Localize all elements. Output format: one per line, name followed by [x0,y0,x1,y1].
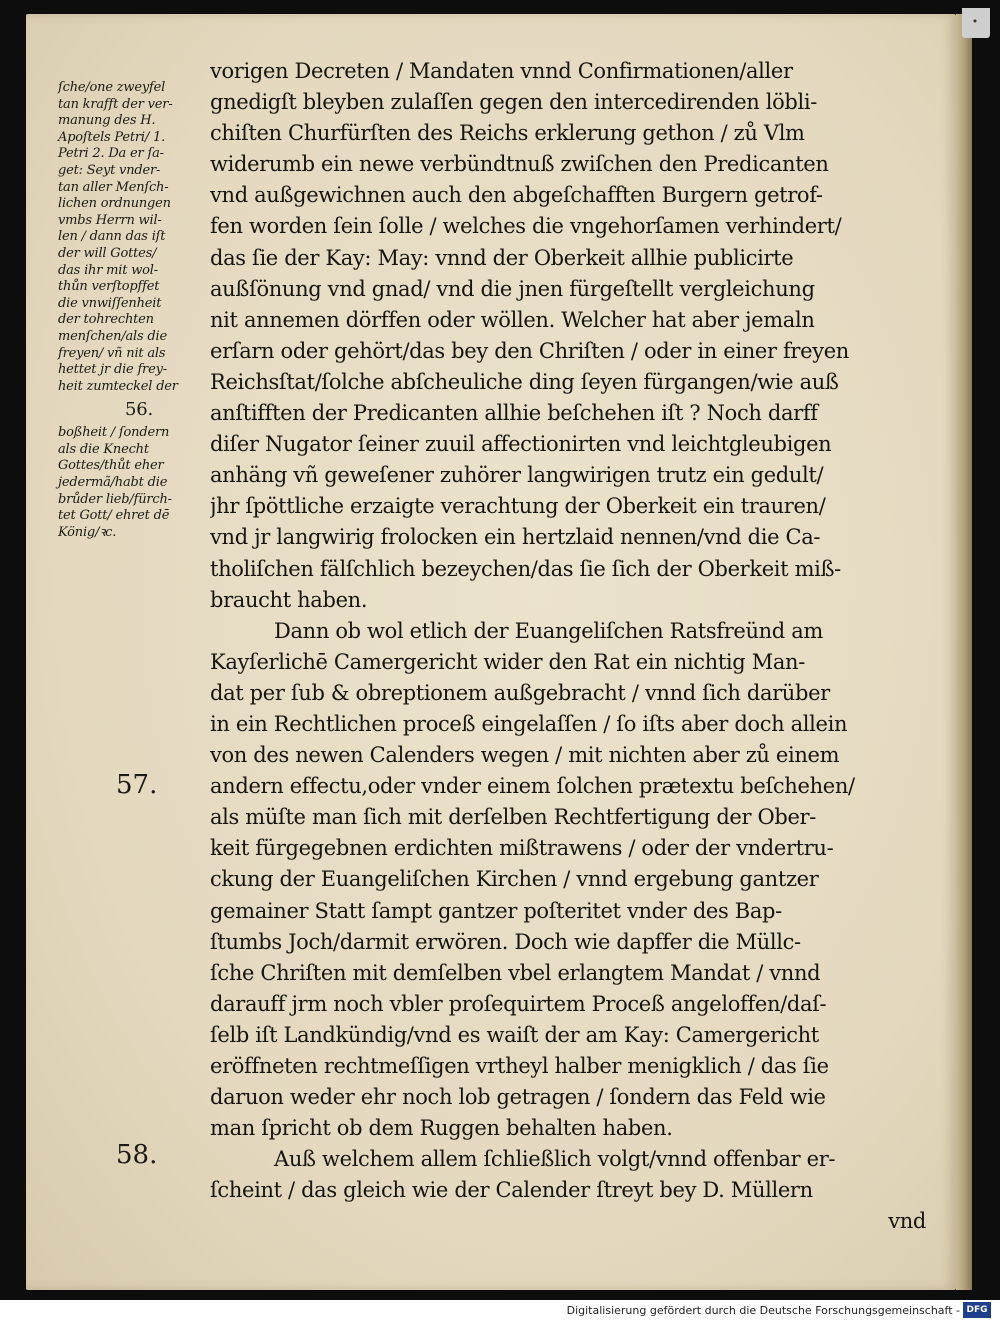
margin-note-line: lichen ordnungen [58,196,171,212]
text-line: vnd außgewichnen auch den abgeſchafften Burgern getrof- [210,183,823,208]
text-line: erſarn oder gehört/das bey den Chriſten / oder in einer freyen [210,338,849,363]
text-line: andern effectu,oder vnder einem ſolchen prætextu beſchehen/ [210,774,855,799]
text-line: Auß welchem allem ſchließlich volgt/vnnd offenbar er- [274,1147,836,1172]
text-line: braucht haben. [210,587,368,612]
text-line: jhr ſpöttliche erzaigte verachtung der Oberkeit ein trauren/ [210,494,826,519]
margin-note-number: 56. [124,399,154,421]
margin-note-line: hettet jr die frey- [58,362,167,378]
text-line: gemainer Statt ſampt gantzer poſteritet vnder des Bap- [210,898,782,923]
text-line: nit annemen dörffen oder wöllen. Welcher hat aber jemaln [210,307,815,332]
margin-note-line: Gottes/thůt eher [58,458,164,474]
text-line: darauff jrm noch vbler proſequirtem Proceß angeloffen/daſ- [210,991,827,1016]
text-line: chiſten Churfürſten des Reichs erklerung gethon / zů Vlm [210,121,805,146]
text-line: Dann ob wol etlich der Euangeliſchen Ratsfreünd am [274,618,823,643]
text-line: Kayſerlichē Camergericht wider den Rat ein nichtig Man- [210,649,805,674]
catchword: vnd [888,1209,926,1234]
footer-bar [0,1300,1000,1322]
margin-note-line: der tohrechten [58,312,154,328]
text-line: anhäng vñ geweſener zuhörer langwirigen trutz ein gedult/ [210,463,824,488]
text-line: außſönung vnd gnad/ vnd die jnen fürgeſtellt vergleichung [210,276,815,301]
main-text [210,56,926,1238]
text-line: anſtifften der Predicanten allhie beſchehen iſt ? Noch darff [210,401,818,426]
text-line: keit fürgegebnen erdichten mißtrawens / oder der vndertru- [210,836,834,861]
page-edge [956,14,972,1290]
margin-note-line: boßheit / ſondern [58,425,170,441]
paragraph-number: 57. [116,770,158,800]
paragraph-number: 58. [116,1140,158,1170]
text-line: ſtumbs Joch/darmit erwören. Doch wie dapffer die Müllc- [210,929,801,954]
text-line: man ſpricht ob dem Ruggen behalten haben. [210,1116,673,1141]
margin-note-line: tet Gott/ ehret dē [58,508,170,524]
margin-note-line: das ihr mit wol- [58,262,158,278]
margin-note-line: menſchen/als die [58,328,167,344]
text-line: eröffneten rechtmeſſigen vrtheyl halber menigklich / das ſie [210,1054,829,1078]
text-line: ſcheint / das gleich wie der Calender ſtreyt bey D. Müllern [210,1178,813,1203]
margin-note-line: vmbs Herrn wil- [58,212,162,228]
text-line: diſer Nugator ſeiner zuuil affectionirten vnd leichtgleubigen [210,432,832,457]
bookmark-tab-mark: • [971,15,979,28]
margin-note-line: Petri 2. Da er ſa- [58,146,164,162]
margin-note-line: König/ꝛc. [58,524,117,540]
margin-note-line: tan krafft der ver- [58,96,173,112]
text-line: dat per ſub & obreptionem außgebracht / vnnd ſich darüber [210,680,830,705]
margin-note-line: get: Seyt vnder- [58,162,161,178]
margin-note-line: brůder lieb/fürch- [58,491,172,507]
margin-note-line: tan aller Menſch- [58,179,169,195]
margin-note-line: die vnwiſſenheit [58,295,162,311]
text-line: in ein Rechtlichen proceß eingelaſſen / ſo iſts aber doch allein [210,711,848,736]
text-line: ckung der Euangeliſchen Kirchen / vnnd ergebung gantzer [210,867,819,892]
text-line: das ſie der Kay: May: vnnd der Oberkeit allhie publicirte [210,245,794,270]
text-line: ſelb iſt Landkündig/vnd es waiſt der am Kay: Camergericht [210,1022,819,1047]
text-line: als müſte man ſich mit derſelben Rechtfertigung der Ober- [210,805,816,830]
text-line: fen worden ſein ſolle / welches die vngehorſamen verhindert/ [210,214,842,239]
text-line: vnd jr langwirig frolocken ein hertzlaid nennen/vnd die Ca- [210,525,821,550]
text-line: daruon weder ehr noch lob getragen / ſondern das Feld wie [210,1085,826,1110]
text-line: widerumb ein newe verbündtnuß zwiſchen den Predicanten [210,152,829,177]
margin-note-line: jedermã/habt die [58,475,168,491]
margin-note-line: als die Knecht [58,441,149,457]
footer-credit: Digitalisierung gefördert durch die Deutsche Forschungsgemeinschaft - [566,1304,960,1317]
dfg-logo: DFG [963,1302,991,1318]
margin-note-line: der will Gottes/ [58,245,157,261]
text-line: von des newen Calenders wegen / mit nichten aber zů einem [210,743,840,768]
margin-note-line: heit zumteckel der [58,378,178,394]
margin-note-line: thůn verſtopffet [58,279,160,295]
margin-note-line: freyen/ vñ nit als [58,345,166,361]
margin-note-line: manung des H. [58,113,156,129]
text-line: tholiſchen fälſchlich bezeychen/das ſie ſich der Oberkeit miß- [210,556,841,581]
text-line: gnedigſt bleyben zulaſſen gegen den intercedirenden löbli- [210,90,818,115]
margin-note-line: len / dann das iſt [58,229,166,245]
margin-note-line: Apoſtels Petri/ 1. [58,129,165,145]
margin-note [58,80,210,541]
margin-note-line: ſche/one zweyfel [58,80,166,95]
text-line: vorigen Decreten / Mandaten vnnd Confirmationen/aller [210,59,793,83]
text-line: Reichsſtat/ſolche abſcheuliche ding ſeyen fürgangen/wie auß [210,369,839,394]
text-line: ſche Chriſten mit demſelben vbel erlangtem Mandat / vnnd [210,960,821,985]
